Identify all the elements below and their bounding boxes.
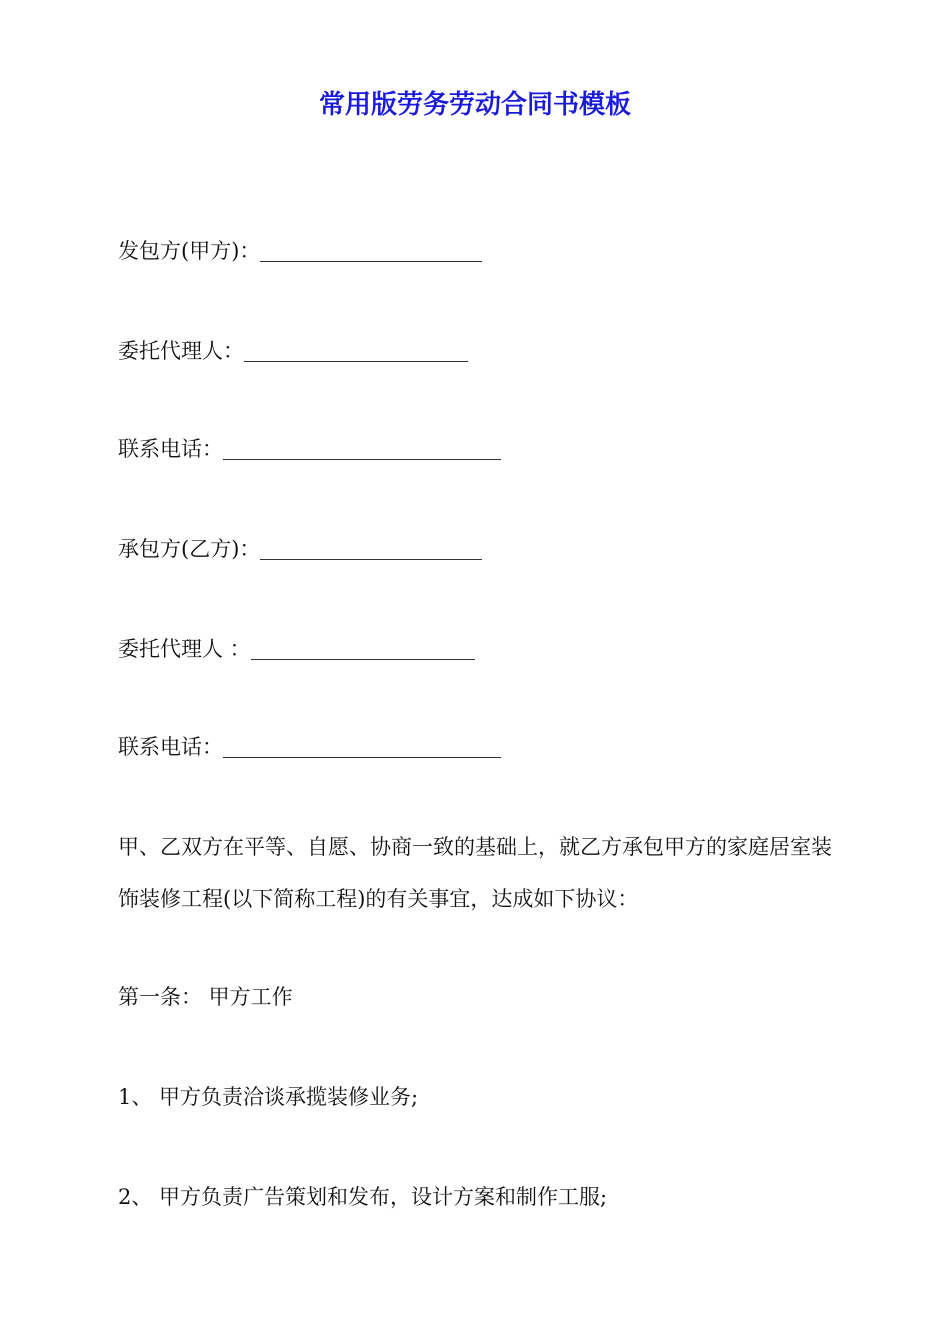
article-1-item-2: 2、 甲方负责广告策划和发布，设计方案和制作工服; (118, 1185, 608, 1209)
document-title: 常用版劳务劳动合同书模板 (318, 90, 631, 120)
party-a-label: 发包方(甲方)： (118, 239, 261, 263)
party-a-agent-label: 委托代理人： (118, 339, 244, 363)
party-b-field (118, 534, 482, 564)
party-a-blank[interactable] (260, 239, 482, 262)
party-b-phone-field (118, 732, 501, 762)
party-a-agent-field (118, 336, 468, 366)
party-b-agent-label: 委托代理人 ： (118, 637, 251, 661)
party-b-phone-label: 联系电话： (118, 735, 223, 759)
party-a-phone-label: 联系电话： (118, 437, 223, 461)
party-b-agent-field (118, 634, 475, 664)
intro-line-1: 甲、乙双方在平等、自愿、协商一致的基础上，就乙方承包甲方的家庭居室装 (118, 835, 832, 859)
intro-paragraph (118, 832, 888, 862)
party-a-field (118, 236, 482, 266)
party-b-agent-blank[interactable] (251, 637, 475, 660)
party-b-blank[interactable] (260, 537, 482, 560)
article-1-heading: 第一条： 甲方工作 (118, 985, 293, 1009)
article-1-item-1: 1、 甲方负责洽谈承揽装修业务; (118, 1085, 419, 1109)
party-b-label: 承包方(乙方)： (118, 537, 261, 561)
intro-paragraph-cont (118, 884, 888, 914)
party-a-phone-blank[interactable] (223, 437, 501, 460)
party-a-phone-field (118, 434, 501, 464)
party-b-phone-blank[interactable] (223, 735, 501, 758)
intro-line-2: 饰装修工程(以下简称工程)的有关事宜，达成如下协议： (118, 887, 639, 911)
party-a-agent-blank[interactable] (244, 339, 468, 362)
